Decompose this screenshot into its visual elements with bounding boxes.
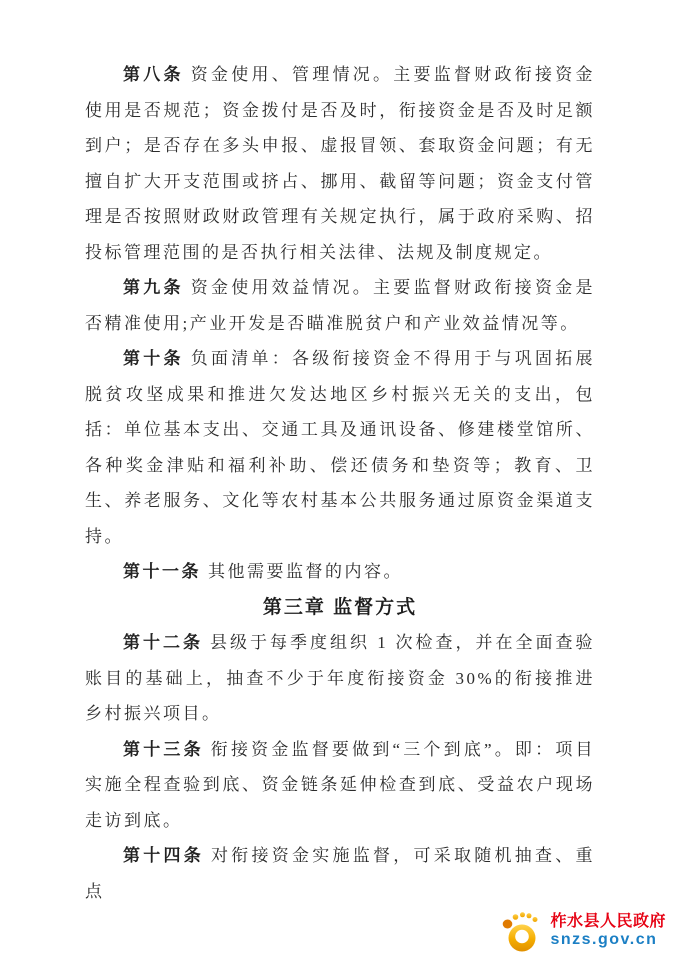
article-8-text: 资金使用、管理情况。主要监督财政衔接资金使用是否规范；资金拨付是否及时，衔接资金是否及时足额到户；是否存在多头申报、虚报冒领、套取资金问题；有无擅自扩大开支范围或挤占、挪用、截留等问题；资金支付管理是否按照财政财政管理有关规定执行，属于政府采购、招投标管理范围的是否执行相关法律、法规及制度规定。: [85, 65, 595, 262]
article-14-paragraph: [85, 838, 595, 909]
article-8-paragraph: [85, 57, 595, 270]
site-name: 柞水县人民政府: [550, 912, 666, 930]
article-11-text: 其他需要监督的内容。: [208, 562, 403, 581]
article-14-text: 对衔接资金实施监督，可采取随机抽查、重点: [85, 846, 595, 901]
article-11-paragraph: [85, 554, 595, 590]
article-13-text: 衔接资金监督要做到“三个到底”。即：项目实施全程查验到底、资金链条延伸检查到底、受益农户现场走访到底。: [85, 739, 596, 830]
article-12-text: 县级于每季度组织 1 次检查，并在全面查验账目的基础上，抽查不少于年度衔接资金 30%的衔接推进乡村振兴项目。: [85, 633, 595, 723]
article-12-paragraph: [85, 625, 595, 732]
article-10-label: 第十条: [123, 349, 184, 368]
article-12-label: 第十二条: [123, 633, 203, 652]
document-body: [85, 57, 595, 909]
article-11-label: 第十一条: [123, 562, 201, 581]
article-9-label: 第九条: [123, 278, 184, 297]
article-8-label: 第八条: [123, 65, 184, 84]
footprint-logo-icon: [501, 909, 541, 953]
chapter-heading: 第三章 监督方式: [262, 596, 418, 618]
site-watermark-text: [550, 913, 666, 950]
article-9-text: 资金使用效益情况。主要监督财政衔接资金是否精准使用;产业开发是否瞄准脱贫户和产业效益情况等。: [85, 278, 595, 333]
article-10-paragraph: [85, 341, 595, 554]
site-watermark: [501, 909, 666, 953]
article-13-label: 第十三条: [123, 739, 204, 759]
article-10-text: 负面清单：各级衔接资金不得用于与巩固拓展脱贫攻坚成果和推进欠发达地区乡村振兴无关的支出，包括：单位基本支出、交通工具及通讯设备、修建楼堂馆所、各种奖金津贴和福利补助、偿还债务和垫资等；教育、卫生、养老服务、文化等农村基本公共服务通过原资金渠道支持。: [85, 349, 595, 546]
article-14-label: 第十四条: [123, 846, 204, 865]
site-url: snzs.gov.cn: [550, 931, 658, 948]
article-9-paragraph: [85, 270, 595, 341]
article-13-paragraph: [85, 732, 595, 839]
